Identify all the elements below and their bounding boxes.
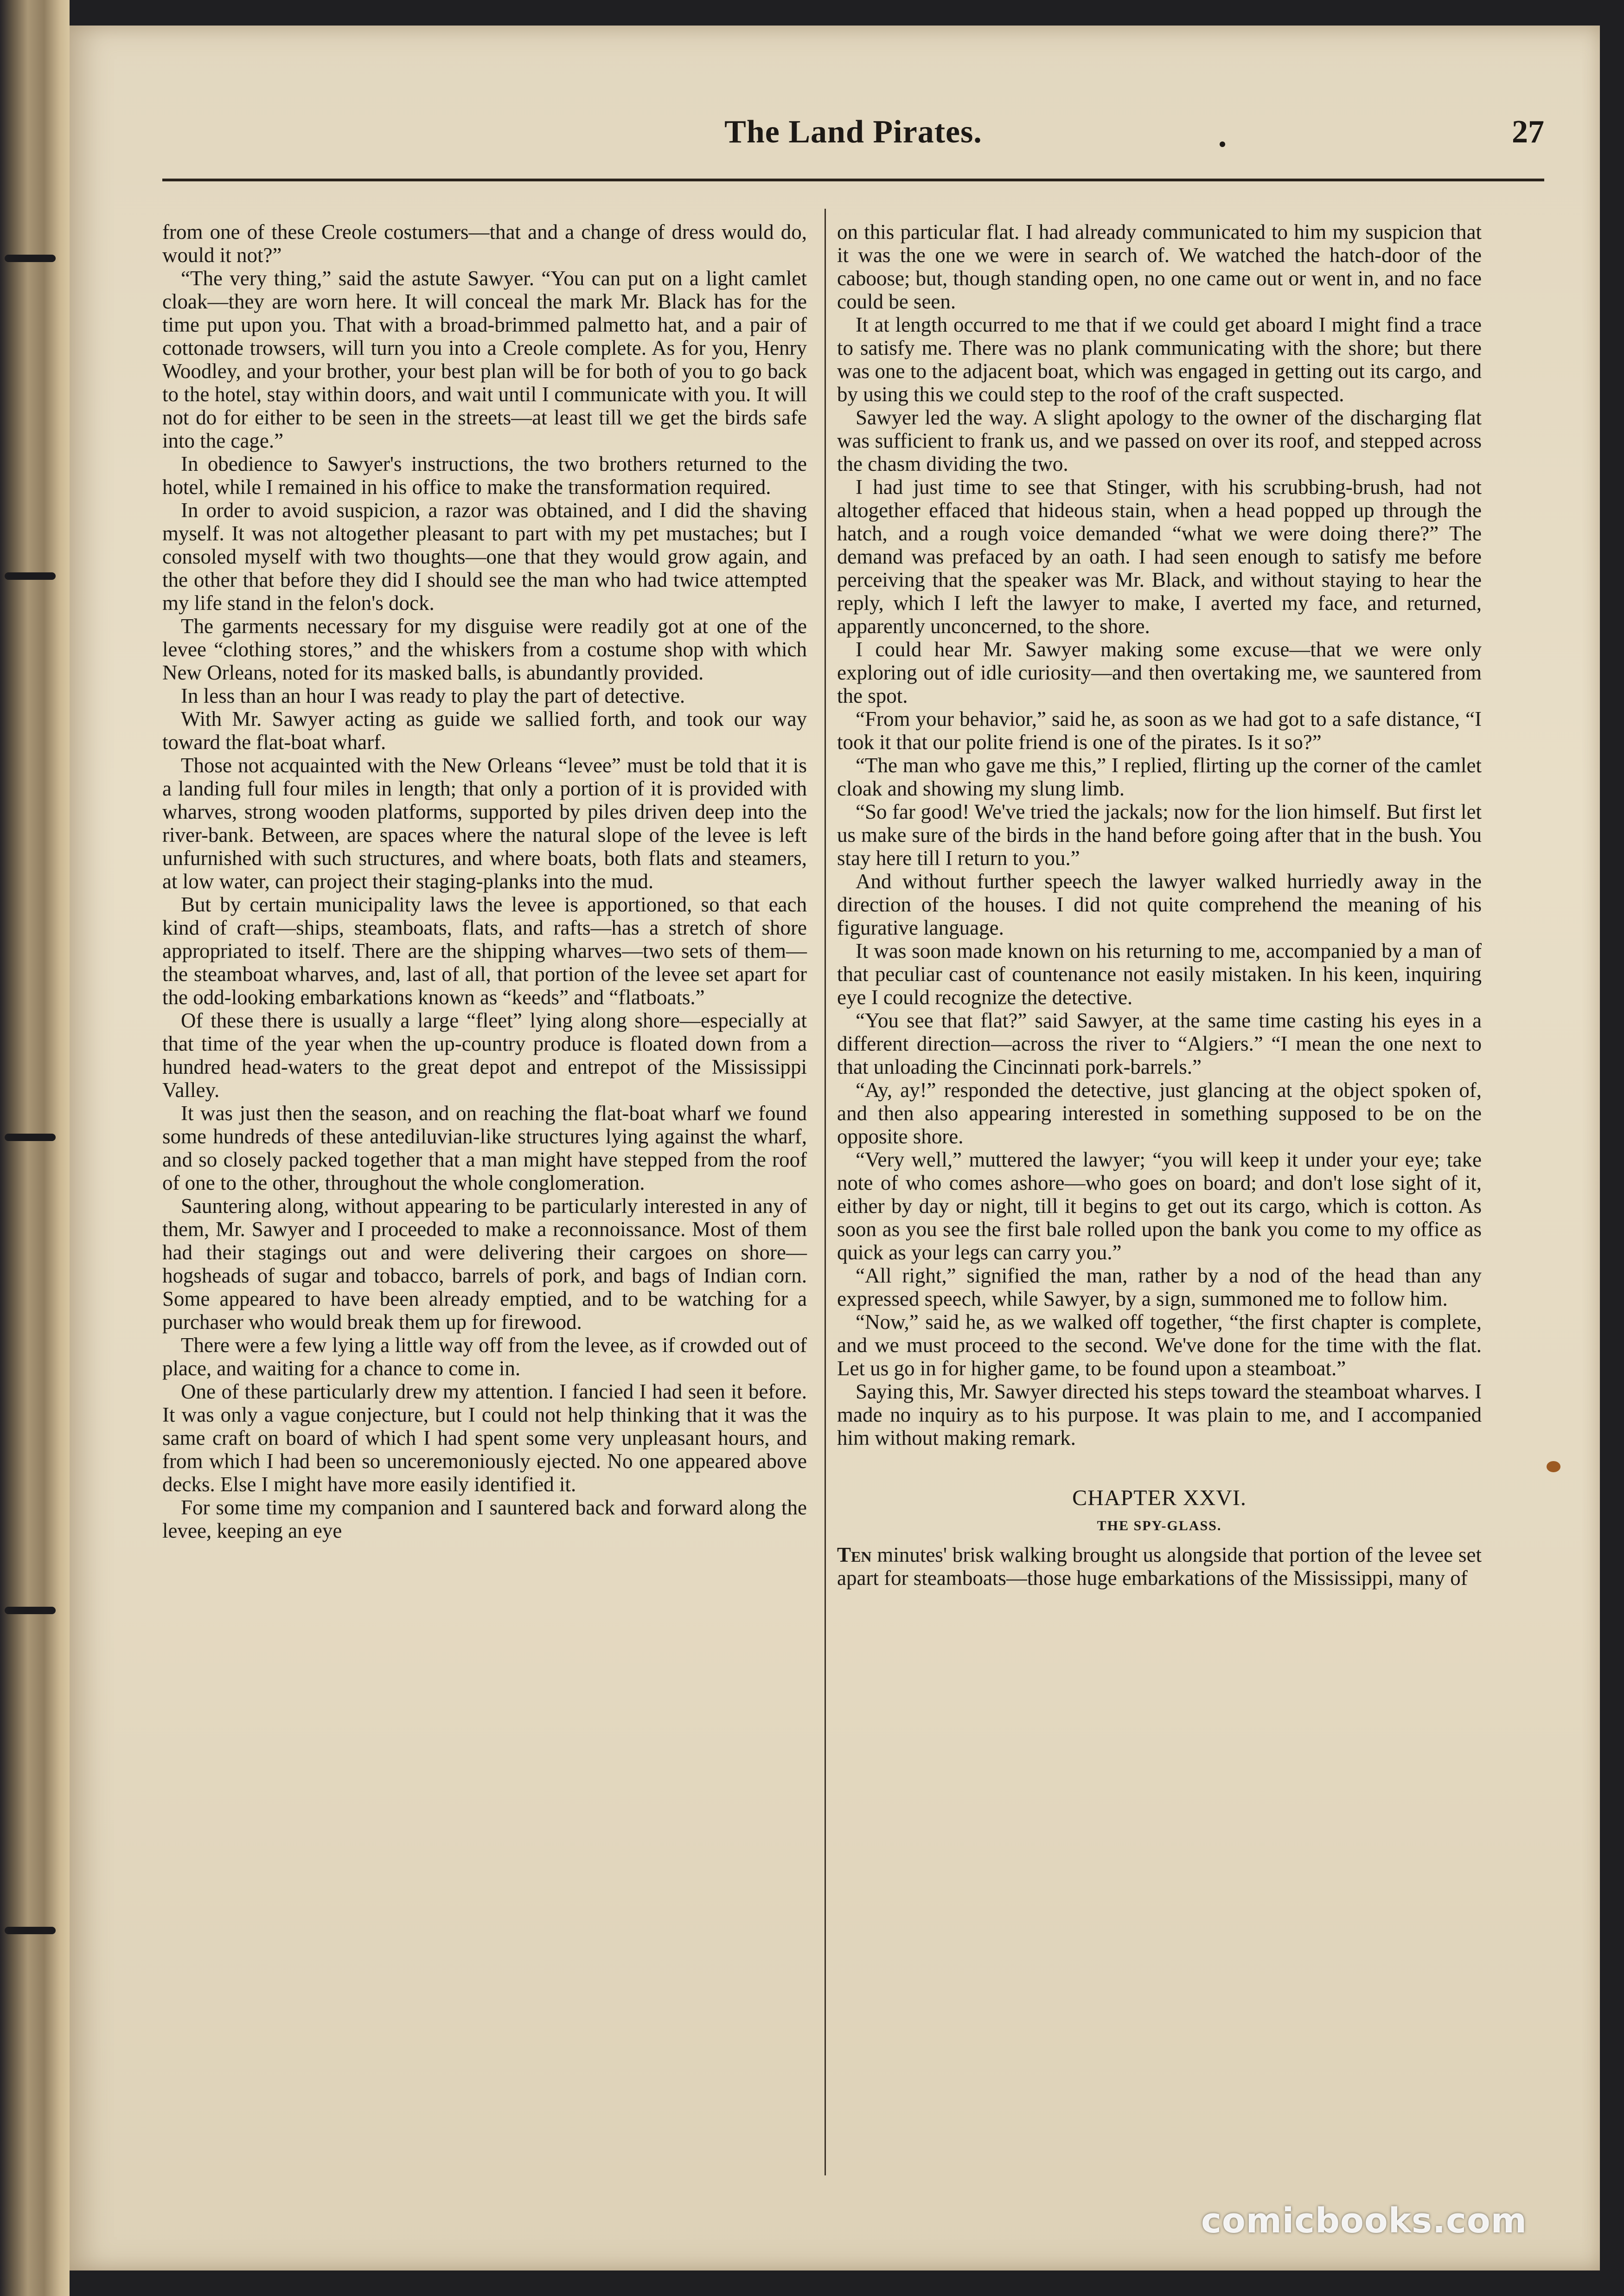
chapter-title: CHAPTER XXVI. [1072, 1486, 1247, 1510]
chapter-opening-paragraph [837, 1543, 1482, 1590]
paragraph: “All right,” signified the man, rather by a nod of the head than any expressed speech, while Sawyer, by a sign, summoned me to follow him. [837, 1264, 1482, 1310]
paragraph: I could hear Mr. Sawyer making some excuse—that we were only exploring out of idle curiosity—and then overtaking me, we sauntered from the spot. [837, 638, 1482, 707]
paragraph: Of these there is usually a large “fleet” lying along shore—especially at that time of the year when the up-country produce is floated down from a hundred head-waters to the great depot and entrepot of the Mississippi Valley. [162, 1009, 807, 1102]
paragraph: Sauntering along, without appearing to be particularly interested in any of them, Mr. Sawyer and I proceeded to make a reconnoissance. Most of them had their stagings out and were delivering their cargoes on shore—hogsheads of sugar and tobacco, barrels of pork, and bags of Indian corn. Some appeared to have been already emptied, and to be watching for a purchaser who would break them up for firewood. [162, 1194, 807, 1334]
left-column [162, 220, 807, 1542]
book-page [70, 26, 1600, 2270]
paragraph: “Now,” said he, as we walked off together, “the first chapter is complete, and we must proceed to the second. We've done for the time with the flat. Let us go in for higher game, to be found upon a steamboat.” [837, 1310, 1482, 1380]
running-head: The Land Pirates. [724, 114, 982, 150]
paragraph: For some time my companion and I sauntered back and forward along the levee, keeping an eye [162, 1496, 807, 1542]
paragraph: I had just time to see that Stinger, with his scrubbing-brush, had not altogether effaced that hideous stain, when a head popped up through the hatch, and a rough voice demanded “what we were doing there?” The demand was prefaced by an oath. I had seen enough to satisfy me before perceiving that the speaker was Mr. Black, and without staying to hear the reply, which I left the lawyer to make, I averted my face, and returned, apparently unconcerned, to the shore. [837, 475, 1482, 638]
book-spine [0, 0, 70, 2296]
paragraph: “The very thing,” said the astute Sawyer. “You can put on a light camlet cloak—they are worn here. It will conceal the mark Mr. Black has for the time put upon you. That with a broad-brimmed palmetto hat, and a pair of cottonade trowsers, will turn you into a Creole complete. As for you, Henry Woodley, and your brother, your best plan will be for both of you to go back to the hotel, stay within doors, and wait until I communicate with you. It will not do for either to be seen in the streets—at least till we get the birds safe into the cage.” [162, 267, 807, 452]
binding-stitch [0, 1925, 74, 1937]
paragraph: from one of these Creole costumers—that and a change of dress would do, would it not?” [162, 220, 807, 267]
paragraph: “You see that flat?” said Sawyer, at the same time casting his eyes in a different direction—across the river to “Algiers.” “I mean the one next to that unloading the Cincinnati pork-barrels.” [837, 1009, 1482, 1078]
binding-stitch [0, 571, 74, 583]
paragraph: In order to avoid suspicion, a razor was obtained, and I did the shaving myself. It was not altogether pleasant to part with my pet mustaches; but I consoled myself with two thoughts—one that they would grow again, and the other that before they did I should see the man who had twice attempted my life stand in the felon's dock. [162, 499, 807, 615]
page-header [162, 114, 1544, 169]
chapter-opening-text: minutes' brisk walking brought us alongside that portion of the levee set apart for steamboats—those huge embarkations of the Mississippi, many of [837, 1543, 1482, 1590]
paragraph: “The man who gave me this,” I replied, flirting up the corner of the camlet cloak and showing my slung limb. [837, 754, 1482, 800]
binding-stitch [0, 1605, 74, 1617]
paragraph: “Very well,” muttered the lawyer; “you will keep it under your eye; take note of who comes ashore—who goes on board; and don't lose sight of it, either by day or night, till it begins to get out its cargo, which is cotton. As soon as you see the first bale rolled upon the bank you come to my office as quick as your legs can carry you.” [837, 1148, 1482, 1264]
paragraph: And without further speech the lawyer walked hurriedly away in the direction of the houses. I did not quite comprehend the meaning of his figurative language. [837, 870, 1482, 939]
paragraph: The garments necessary for my disguise were readily got at one of the levee “clothing stores,” and the whiskers from a costume shop with which New Orleans, noted for its masked balls, is abundantly provided. [162, 615, 807, 684]
right-column-paragraphs [837, 220, 1482, 1449]
paragraph: In less than an hour I was ready to play the part of detective. [181, 684, 685, 707]
paragraph: In obedience to Sawyer's instructions, the two brothers returned to the hotel, while I remained in his office to make the transformation required. [162, 452, 807, 499]
header-rule [162, 179, 1544, 181]
chapter-lead-word: Ten [837, 1543, 872, 1566]
right-column [837, 220, 1482, 1590]
paragraph: Those not acquainted with the New Orleans “levee” must be told that it is a landing full four miles in length; that only a portion of it is provided with wharves, strong wooden platforms, supported by piles driven deep into the river-bank. Between, are spaces where the natural slope of the levee is left unfurnished with such structures, and where boats, both flats and steamers, at low water, can project their staging-planks into the mud. [162, 754, 807, 893]
header-dot [1220, 141, 1225, 147]
paragraph: “From your behavior,” said he, as soon as we had got to a safe distance, “I took it that our polite friend is one of the pirates. Is it so?” [837, 707, 1482, 754]
paragraph: But by certain municipality laws the levee is apportioned, so that each kind of craft—ships, steamboats, flats, and rafts—has a stretch of shore appropriated to itself. There are the shipping wharves—two sets of them—the steamboat wharves, and, last of all, that portion of the levee set apart for the odd-looking embarkations known as “keeds” and “flatboats.” [162, 893, 807, 1009]
paragraph: Sawyer led the way. A slight apology to the owner of the discharging flat was sufficient to frank us, and we passed on over its roof, and stepped across the chasm dividing the two. [837, 406, 1482, 475]
paragraph: It was soon made known on his returning to me, accompanied by a man of that peculiar cast of countenance not easily mistaken. In his keen, inquiring eye I could recognize the detective. [837, 939, 1482, 1009]
paragraph: on this particular flat. I had already communicated to him my suspicion that it was the one we were in search of. We watched the hatch-door of the caboose; but, though standing open, no one came out or went in, and no face could be seen. [837, 220, 1482, 313]
paragraph: There were a few lying a little way off from the levee, as if crowded out of place, and waiting for a chance to come in. [162, 1334, 807, 1380]
page-number: 27 [1512, 114, 1544, 150]
chapter-subtitle: THE SPY-GLASS. [1097, 1518, 1222, 1533]
paragraph: “Ay, ay!” responded the detective, just glancing at the object spoken of, and then also appearing interested in something supposed to be on the opposite shore. [837, 1078, 1482, 1148]
paragraph: It at length occurred to me that if we could get aboard I might find a trace to satisfy me. There was no plank communicating with the shore; but there was one to the adjacent boat, which was engaged in getting out its cargo, and by using this we could step to the roof of the craft suspected. [837, 313, 1482, 406]
paragraph: With Mr. Sawyer acting as guide we sallied forth, and took our way toward the flat-boat wharf. [162, 707, 807, 754]
paragraph: One of these particularly drew my attention. I fancied I had seen it before. It was only a vague conjecture, but I could not help thinking that it was the same craft on board of which I had spent some very unpleasant hours, and from which I had been so unceremoniously ejected. No one appeared above decks. Else I might have more easily identified it. [162, 1380, 807, 1496]
watermark: comicbooks.com [1201, 2201, 1527, 2241]
paragraph: It was just then the season, and on reaching the flat-boat wharf we found some hundreds of these antediluvian-like structures lying against the wharf, and so closely packed together that a man might have stepped from the roof of one to the other, throughout the whole conglomeration. [162, 1102, 807, 1194]
column-divider [825, 209, 826, 2175]
ink-stain [1547, 1461, 1560, 1472]
binding-stitch [0, 253, 74, 265]
paragraph: “So far good! We've tried the jackals; now for the lion himself. But first let us make sure of the birds in the hand before going after that in the bush. You stay here till I return to you.” [837, 800, 1482, 870]
binding-stitch [0, 1132, 74, 1144]
paragraph: Saying this, Mr. Sawyer directed his steps toward the steamboat wharves. I made no inquiry as to his purpose. It was plain to me, and I accompanied him without making remark. [837, 1380, 1482, 1449]
